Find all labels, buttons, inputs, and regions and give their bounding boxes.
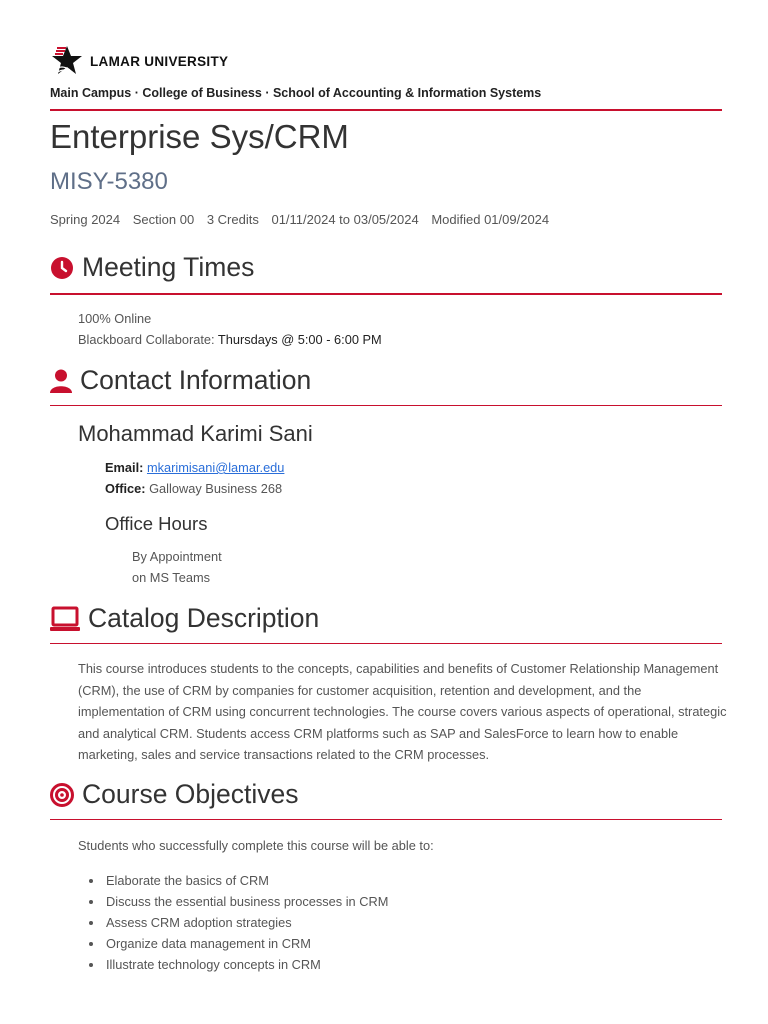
meeting-divider — [50, 293, 722, 295]
header-divider — [50, 109, 722, 111]
user-icon — [50, 369, 72, 393]
office-location: Galloway Business 268 — [149, 481, 283, 496]
office-hours-heading: Office Hours — [105, 513, 208, 534]
contact-heading — [50, 365, 311, 396]
email-label: Email: — [105, 460, 144, 475]
contact-divider — [50, 405, 722, 406]
office-hours-line-2: on MS Teams — [132, 570, 210, 585]
instructor-name: Mohammad Karimi Sani — [78, 421, 313, 446]
objectives-heading — [50, 779, 299, 810]
catalog-divider — [50, 643, 722, 644]
target-icon — [50, 783, 74, 807]
date-range: 01/11/2024 to 03/05/2024 — [271, 212, 419, 227]
contact-title: Contact Information — [80, 365, 312, 395]
meeting-mode: 100% Online — [78, 311, 152, 326]
list-item: • Assess CRM adoption strategies — [104, 912, 388, 933]
email-row — [105, 457, 284, 478]
office-hours-details — [132, 546, 222, 588]
objectives-intro: Students who successfully complete this course will be able to: — [78, 838, 434, 853]
catalog-title: Catalog Description — [88, 603, 320, 633]
office-row — [105, 478, 284, 499]
term: Spring 2024 — [50, 212, 121, 227]
list-item: • Illustrate technology concepts in CRM — [104, 954, 388, 975]
university-name: LAMAR UNIVERSITY — [90, 53, 229, 69]
meeting-schedule — [78, 329, 382, 350]
list-item: • Organize data management in CRM — [104, 933, 388, 954]
objectives-divider — [50, 819, 722, 820]
meeting-time: Thursdays @ 5:00 - 6:00 PM — [217, 332, 382, 347]
course-title: Enterprise Sys/CRM — [50, 118, 349, 155]
list-item: • Discuss the essential business processes in CRM — [104, 891, 388, 912]
email-link[interactable]: mkarimisani@lamar.edu — [146, 460, 285, 475]
meeting-times-heading — [50, 252, 254, 283]
course-meta — [50, 212, 558, 227]
university-logo[interactable] — [50, 44, 228, 78]
clock-icon — [50, 256, 74, 280]
course-code: MISY-5380 — [50, 168, 168, 195]
section: Section 00 — [132, 212, 195, 227]
university-star-logo-icon — [50, 44, 84, 78]
modified-date: Modified 01/09/2024 — [431, 212, 550, 227]
objectives-title: Course Objectives — [82, 779, 299, 809]
office-hours-line-1: By Appointment — [132, 549, 222, 564]
meeting-times-title: Meeting Times — [82, 252, 255, 282]
catalog-description: This course introduces students to the concepts, capabilities and benefits of Customer Relationship Management (CRM), the use of CRM by companies for customer acquisition, retention and development, and the implementation of CRM using concurrent technologies. The course covers various aspects of operational, strategic and analytical CRM. Students access CRM platforms such as SAP and SalesForce to learn how to enable marketing, sales and service transactions related to the CRM processes. — [78, 661, 727, 762]
breadcrumb: Main Campus · College of Business · School of Accounting & Information Systems — [50, 86, 542, 100]
catalog-heading — [50, 603, 319, 634]
instructor-details — [105, 457, 284, 499]
office-label: Office: — [105, 481, 146, 496]
meeting-platform: Blackboard Collaborate: — [78, 332, 215, 347]
laptop-icon — [50, 606, 80, 632]
list-item: • Elaborate the basics of CRM — [104, 870, 388, 891]
credits: 3 Credits — [206, 212, 259, 227]
meeting-details — [78, 308, 382, 350]
objectives-list — [78, 870, 388, 975]
